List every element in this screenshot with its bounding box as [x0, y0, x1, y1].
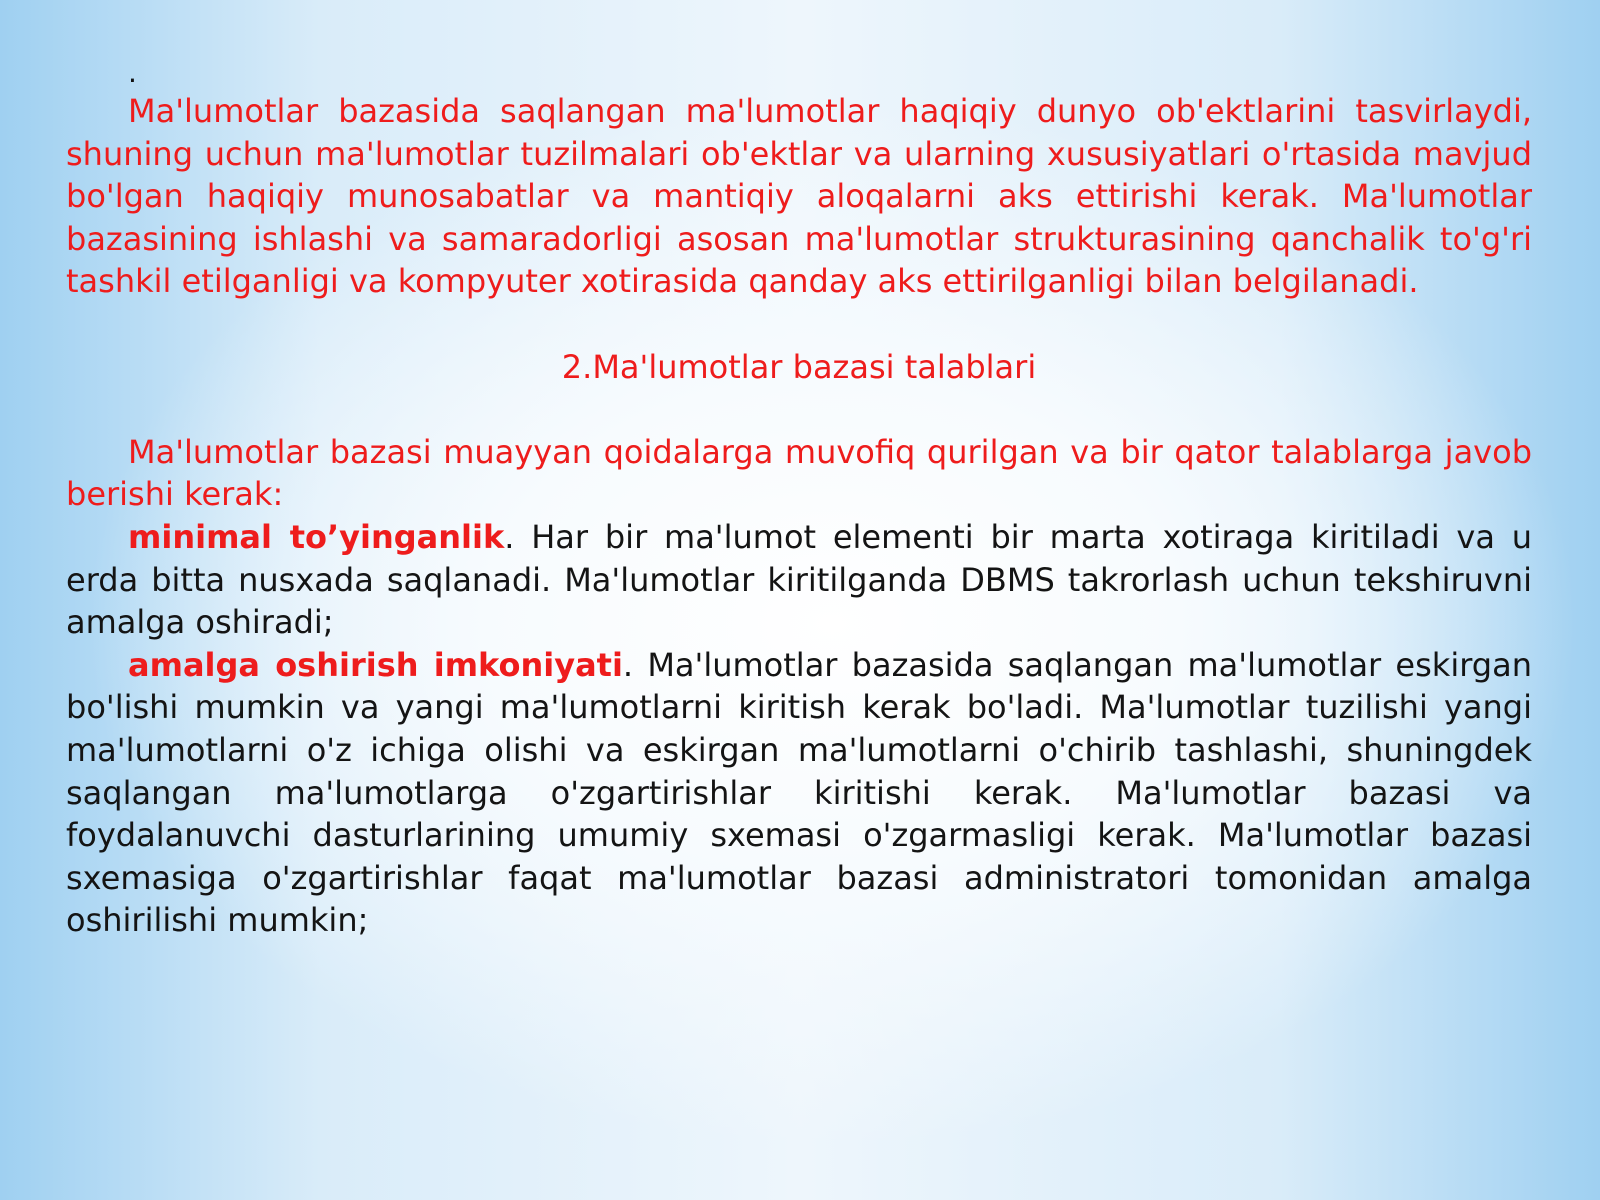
requirement-term: minimal to’yinganlik: [128, 517, 505, 556]
requirement-item-minimal-redundancy: [66, 516, 1532, 644]
requirement-text: . Har bir ma'lumot elementi bir marta xotiraga kiritiladi va u erda bitta nusxada saqlanadi. Ma'lumotlar kiritilganda DBMS takrorlash uchun tekshiruvni amalga oshiradi;: [66, 517, 1533, 642]
requirement-term: amalga oshirish imkoniyati: [128, 645, 623, 684]
slide-content: [66, 56, 1532, 1166]
requirements-intro: Ma'lumotlar bazasi muayyan qoidalarga muvofiq qurilgan va bir qator talablarga javob berishi kerak:: [66, 432, 1532, 514]
intro-paragraph: Ma'lumotlar bazasida saqlangan ma'lumotlar haqiqiy dunyo ob'ektlarini tasvirlaydi, shuning uchun ma'lumotlar tuzilmalari ob'ektlar va ularning xususiyatlari o'rtasida mavjud bo'lgan haqiqiy munosabatlar va mantiqiy aloqalarni aks ettirishi kerak. Ma'lumotlar bazasining ishlashi va samaradorligi asosan ma'lumotlar strukturasining qanchalik to'g'ri tashkil etilganligi va kompyuter xotirasida qanday aks ettirilganligi bilan belgilanadi.: [66, 92, 1532, 301]
spacer: [66, 303, 1532, 346]
requirement-item-updatability: [66, 644, 1532, 942]
bullet-dot: .: [128, 56, 137, 89]
spacer: [66, 388, 1532, 431]
requirement-text: . Ma'lumotlar bazasida saqlangan ma'lumotlar eskirgan bo'lishi mumkin va yangi ma'lumotlarni kiritish kerak bo'ladi. Ma'lumotlar tuzilishi yangi ma'lumotlarni o'z ichiga olishi va eskirgan ma'lumotlarni o'chirib tashlashi, shuningdek saqlangan ma'lumotlarga o'zgartirishlar kiritishi kerak. Ma'lumotlar bazasi va foydalanuvchi dasturlarining umumiy sxemasi o'zgarmasligi kerak. Ma'lumotlar bazasi sxemasiga o'zgartirishlar faqat ma'lumotlar bazasi administratori tomonidan amalga oshirilishi mumkin;: [66, 645, 1532, 940]
section-heading: 2.Ma'lumotlar bazasi talablari: [561, 347, 1037, 386]
